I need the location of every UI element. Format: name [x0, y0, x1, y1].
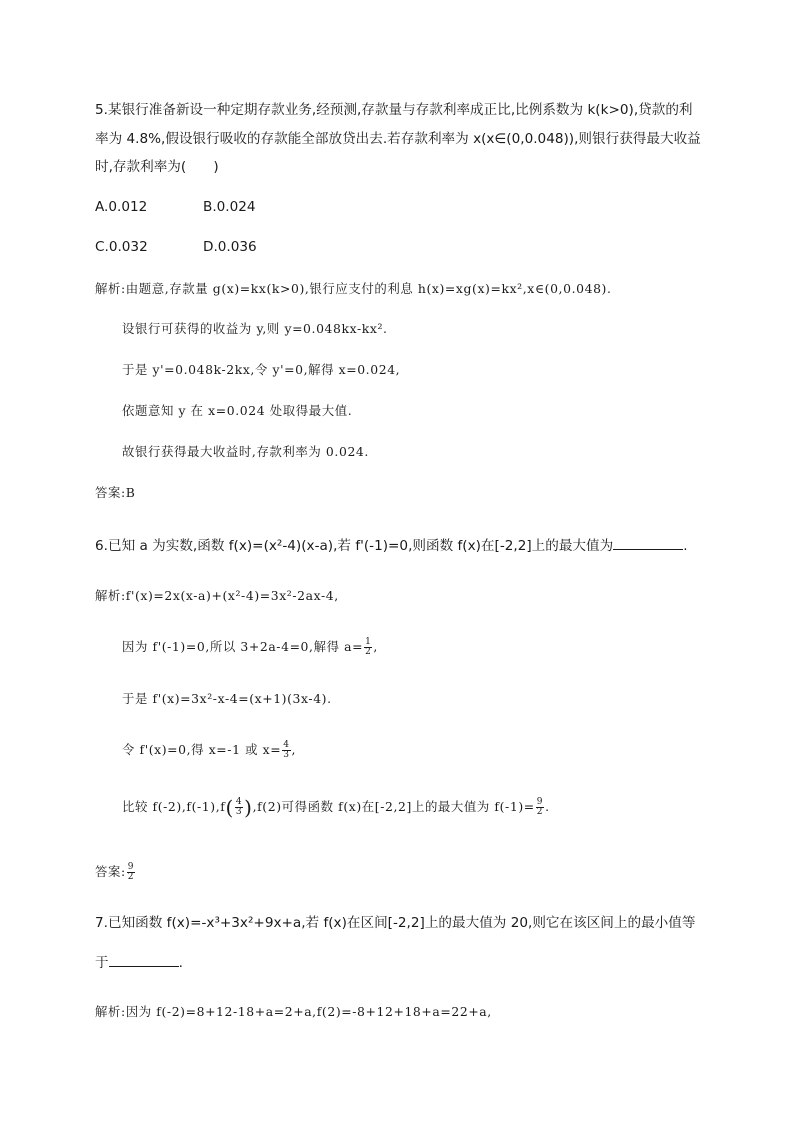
fraction-denominator: 3	[235, 807, 243, 817]
q5-solution-text1: 由题意,存款量 g(x)=kx(k>0),银行应支付的利息 h(x)=xg(x)=kx²,x∈(0,0.048).	[125, 281, 612, 296]
q5-option-b: B.0.024	[203, 199, 256, 215]
q7-solution-text1: 因为 f(-2)=8+12-18+a=2+a,f(2)=-8+12+18+a=22+a,	[125, 1004, 492, 1019]
q5-answer	[95, 484, 135, 502]
q5-solution-label: 解析:	[95, 281, 126, 296]
left-paren: (	[225, 795, 234, 820]
q5-option-d: D.0.036	[203, 239, 257, 255]
q6-stem	[95, 537, 688, 555]
q5-stem-line1: 5.某银行准备新设一种定期存款业务,经预测,存款量与存款利率成正比,比例系数为 k(k>0),贷款的利	[95, 102, 693, 118]
q5-solution-line2: 设银行可获得的收益为 y,则 y=0.048kx-kx².	[122, 321, 388, 336]
q6-solution-text4: 令 f'(x)=0,得 x=-1 或 x=	[122, 742, 282, 757]
fraction-four-thirds-arg	[235, 798, 243, 817]
q6-solution-line4	[122, 741, 296, 760]
fraction-four-thirds	[282, 741, 290, 760]
q7-stem-line2	[95, 954, 183, 972]
q5-solution-line1	[95, 280, 612, 298]
fraction-denominator: 3	[283, 750, 290, 760]
q6-answer-blank	[613, 537, 683, 550]
fraction-nine-halves	[536, 798, 544, 817]
q6-stem-end: .	[683, 538, 688, 554]
q5-answer-label: 答案:	[95, 485, 126, 500]
right-paren: )	[244, 795, 253, 820]
q7-stem-text2: 于	[95, 955, 109, 971]
fraction-numerator: 1	[365, 637, 372, 647]
q6-solution-text2-end: ,	[373, 639, 378, 654]
q7-stem-line1: 7.已知函数 f(x)=-x³+3x²+9x+a,若 f(x)在区间[-2,2]上的最大值为 20,则它在该区间上的最小值等	[95, 915, 696, 931]
q5-option-c: C.0.032	[95, 239, 148, 255]
fraction-numerator: 4	[283, 740, 290, 750]
q6-answer	[95, 863, 136, 882]
q6-solution-line1	[95, 587, 339, 605]
q6-solution-line3: 于是 f'(x)=3x²-x-4=(x+1)(3x-4).	[122, 691, 332, 706]
q6-solution-label: 解析:	[95, 588, 126, 603]
fraction-numerator: 4	[235, 797, 243, 807]
q5-stem-line3: 时,存款利率为( )	[95, 159, 219, 175]
q5-solution-line3: 于是 y'=0.048k-2kx,令 y'=0,解得 x=0.024,	[122, 362, 401, 377]
q6-answer-label: 答案:	[95, 864, 126, 879]
q6-solution-text1: f'(x)=2x(x-a)+(x²-4)=3x²-2ax-4,	[125, 588, 339, 603]
q5-stem-line2: 率为 4.8%,假设银行吸收的存款能全部放贷出去.若存款利率为 x(x∈(0,0.048)),则银行获得最大收益	[95, 131, 701, 147]
q7-answer-blank	[109, 954, 179, 967]
q6-solution-text5-mid: ,f(2)可得函数 f(x)在[-2,2]上的最大值为 f(-1)=	[252, 799, 535, 814]
q7-solution-label: 解析:	[95, 1004, 126, 1019]
q6-solution-text5-end: .	[545, 799, 550, 814]
q6-solution-text5: 比较 f(-2),f(-1),f	[122, 799, 226, 814]
q6-solution-line2	[122, 638, 378, 657]
fraction-denominator: 2	[365, 647, 372, 657]
q7-stem-end: .	[178, 955, 183, 971]
q5-solution-line4: 依题意知 y 在 x=0.024 处取得最大值.	[122, 403, 353, 418]
q6-solution-line5	[122, 795, 550, 820]
q6-solution-text4-end: ,	[291, 742, 297, 757]
fraction-denominator: 2	[127, 872, 135, 882]
fraction-one-half	[364, 638, 372, 657]
fraction-numerator: 9	[127, 862, 135, 872]
q5-solution-line5: 故银行获得最大收益时,存款利率为 0.024.	[122, 444, 369, 459]
q5-answer-value: B	[125, 485, 136, 500]
fraction-numerator: 9	[536, 797, 544, 807]
q5-option-a: A.0.012	[95, 199, 148, 215]
q6-answer-fraction	[127, 863, 135, 882]
q6-stem-text: 6.已知 a 为实数,函数 f(x)=(x²-4)(x-a),若 f'(-1)=0,则函数 f(x)在[-2,2]上的最大值为	[95, 538, 614, 554]
q7-solution-line1	[95, 1003, 492, 1021]
q6-solution-text2: 因为 f'(-1)=0,所以 3+2a-4=0,解得 a=	[122, 639, 364, 654]
fraction-denominator: 2	[536, 807, 544, 817]
